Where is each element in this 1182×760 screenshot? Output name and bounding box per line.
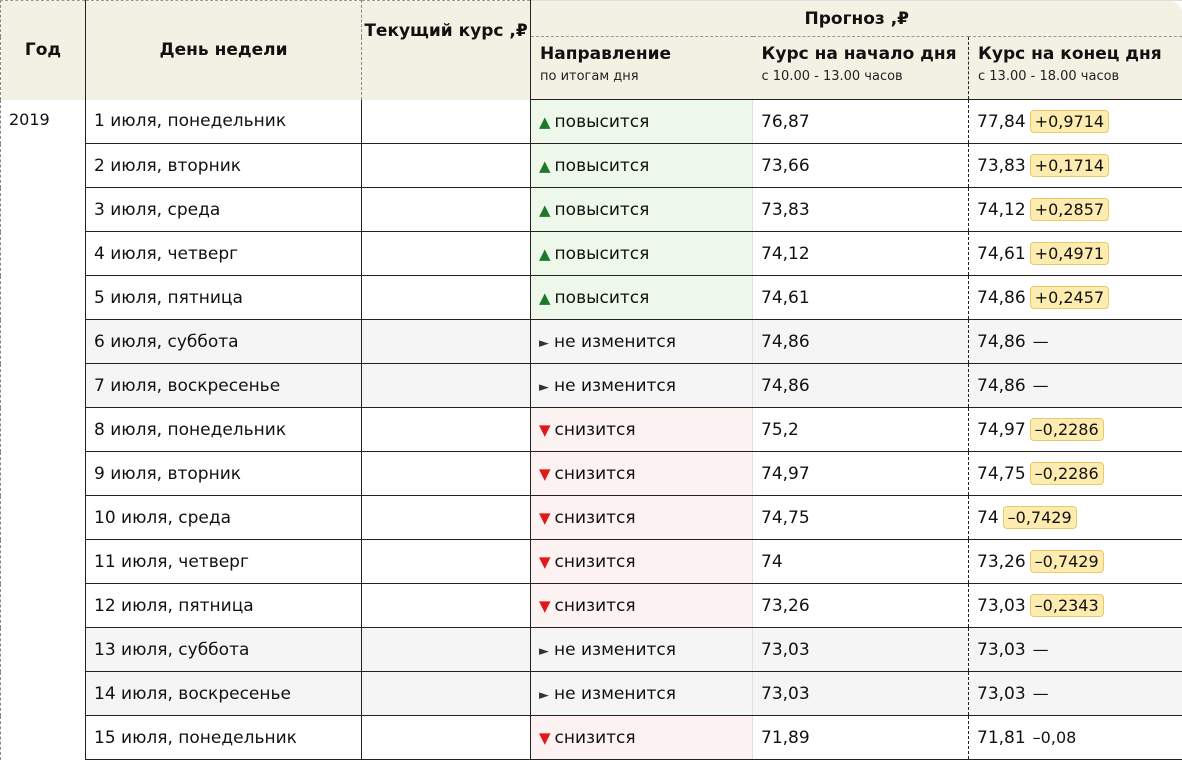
direction-header-sub: по итогам дня: [540, 69, 753, 84]
day-cell: 5 июля, пятница: [86, 276, 362, 320]
start-rate-cell: 74,12: [753, 232, 969, 276]
arrow-right-icon: ►: [539, 644, 549, 659]
end-rate-cell: [969, 540, 1182, 584]
year-cell: 2019: [1, 100, 86, 760]
day-cell: 4 июля, четверг: [86, 232, 362, 276]
current-rate-cell: [362, 540, 531, 584]
arrow-down-icon: ▼: [539, 509, 551, 527]
direction-label: повысится: [555, 156, 650, 176]
current-rate-cell: [362, 584, 531, 628]
end-rate-cell: [969, 408, 1182, 452]
direction-cell: [531, 100, 753, 144]
start-rate-cell: 73,03: [753, 672, 969, 716]
start-rate-cell: 73,83: [753, 188, 969, 232]
start-rate-header-label: Курс на начало дня: [762, 44, 957, 64]
end-rate-cell: [969, 716, 1182, 760]
arrow-up-icon: ▲: [539, 245, 551, 263]
day-cell: 10 июля, среда: [86, 496, 362, 540]
direction-header: [531, 37, 753, 100]
arrow-down-icon: ▼: [539, 597, 551, 615]
start-rate-cell: 73,03: [753, 628, 969, 672]
day-cell: 2 июля, вторник: [86, 144, 362, 188]
current-rate-cell: [362, 100, 531, 144]
direction-label: не изменится: [554, 640, 676, 660]
direction-cell: [531, 144, 753, 188]
start-rate-header-sub: с 10.00 - 13.00 часов: [762, 69, 969, 84]
change-badge: +0,1714: [1030, 154, 1109, 177]
day-cell: 1 июля, понедельник: [86, 100, 362, 144]
year-header: Год: [1, 1, 86, 100]
table-row: [1, 100, 1182, 144]
arrow-down-icon: ▼: [539, 553, 551, 571]
table-row: [1, 188, 1182, 232]
table-row: [1, 628, 1182, 672]
direction-label: снизится: [555, 420, 636, 440]
end-rate-value: 74,86: [977, 376, 1026, 396]
table-row: [1, 672, 1182, 716]
end-rate-header-label: Курс на конец дня: [978, 44, 1162, 64]
direction-cell: [531, 408, 753, 452]
current-rate-cell: [362, 364, 531, 408]
start-rate-cell: 74: [753, 540, 969, 584]
start-rate-header: [753, 37, 969, 100]
end-rate-cell: [969, 584, 1182, 628]
current-rate-cell: [362, 144, 531, 188]
start-rate-cell: 74,97: [753, 452, 969, 496]
start-rate-cell: 74,86: [753, 320, 969, 364]
end-rate-value: 77,84: [977, 112, 1026, 132]
table-row: [1, 452, 1182, 496]
current-rate-cell: [362, 628, 531, 672]
direction-label: снизится: [555, 464, 636, 484]
direction-cell: [531, 628, 753, 672]
end-rate-cell: [969, 100, 1182, 144]
end-rate-value: 73,03: [977, 640, 1026, 660]
direction-header-label: Направление: [540, 44, 671, 64]
direction-label: не изменится: [554, 376, 676, 396]
direction-cell: [531, 364, 753, 408]
current-rate-cell: [362, 232, 531, 276]
direction-cell: [531, 188, 753, 232]
direction-label: повысится: [555, 244, 650, 264]
start-rate-cell: 73,66: [753, 144, 969, 188]
end-rate-cell: [969, 276, 1182, 320]
end-rate-cell: [969, 144, 1182, 188]
day-header: День недели: [86, 1, 362, 100]
end-rate-cell: [969, 188, 1182, 232]
end-rate-cell: [969, 672, 1182, 716]
direction-cell: [531, 320, 753, 364]
direction-label: снизится: [555, 552, 636, 572]
end-rate-value: 74,86: [977, 332, 1026, 352]
change-badge: –0,2286: [1030, 418, 1104, 441]
end-rate-value: 74,75: [977, 464, 1026, 484]
current-rate-cell: [362, 672, 531, 716]
direction-label: не изменится: [554, 332, 676, 352]
day-cell: 7 июля, воскресенье: [86, 364, 362, 408]
change-badge: —: [1030, 374, 1052, 397]
direction-cell: [531, 672, 753, 716]
day-cell: 13 июля, суббота: [86, 628, 362, 672]
end-rate-value: 74: [977, 508, 999, 528]
start-rate-cell: 73,26: [753, 584, 969, 628]
day-cell: 11 июля, четверг: [86, 540, 362, 584]
table-row: [1, 320, 1182, 364]
current-rate-cell: [362, 716, 531, 760]
end-rate-value: 71,81: [977, 728, 1026, 748]
change-badge: –0,7429: [1003, 506, 1077, 529]
direction-cell: [531, 540, 753, 584]
current-rate-cell: [362, 408, 531, 452]
arrow-up-icon: ▲: [539, 201, 551, 219]
change-badge: —: [1030, 682, 1052, 705]
direction-label: снизится: [555, 728, 636, 748]
direction-label: не изменится: [554, 684, 676, 704]
arrow-down-icon: ▼: [539, 421, 551, 439]
arrow-right-icon: ►: [539, 688, 549, 703]
end-rate-value: 74,97: [977, 420, 1026, 440]
end-rate-value: 73,83: [977, 156, 1026, 176]
change-badge: —: [1030, 330, 1052, 353]
end-rate-cell: [969, 232, 1182, 276]
current-rate-cell: [362, 496, 531, 540]
day-cell: 3 июля, среда: [86, 188, 362, 232]
end-rate-cell: [969, 364, 1182, 408]
table-row: [1, 144, 1182, 188]
start-rate-cell: 74,86: [753, 364, 969, 408]
start-rate-cell: 76,87: [753, 100, 969, 144]
day-cell: 6 июля, суббота: [86, 320, 362, 364]
table-row: [1, 584, 1182, 628]
end-rate-value: 74,12: [977, 200, 1026, 220]
day-cell: 14 июля, воскресенье: [86, 672, 362, 716]
current-rate-cell: [362, 188, 531, 232]
end-rate-cell: [969, 496, 1182, 540]
start-rate-cell: 74,61: [753, 276, 969, 320]
arrow-right-icon: ►: [539, 336, 549, 351]
arrow-right-icon: ►: [539, 380, 549, 395]
direction-label: снизится: [555, 596, 636, 616]
header-row: [1, 1, 1182, 37]
end-rate-header: [969, 37, 1182, 100]
table-row: [1, 540, 1182, 584]
arrow-down-icon: ▼: [539, 729, 551, 747]
day-cell: 9 июля, вторник: [86, 452, 362, 496]
change-badge: +0,2857: [1030, 198, 1109, 221]
start-rate-cell: 75,2: [753, 408, 969, 452]
direction-cell: [531, 584, 753, 628]
day-cell: 15 июля, понедельник: [86, 716, 362, 760]
end-rate-cell: [969, 628, 1182, 672]
direction-cell: [531, 276, 753, 320]
arrow-up-icon: ▲: [539, 157, 551, 175]
arrow-up-icon: ▲: [539, 113, 551, 131]
arrow-down-icon: ▼: [539, 465, 551, 483]
change-badge: –0,2343: [1030, 594, 1104, 617]
direction-cell: [531, 496, 753, 540]
end-rate-value: 73,26: [977, 552, 1026, 572]
start-rate-cell: 74,75: [753, 496, 969, 540]
end-rate-value: 74,86: [977, 288, 1026, 308]
change-badge: –0,08: [1030, 726, 1080, 749]
end-rate-header-sub: с 13.00 - 18.00 часов: [978, 69, 1182, 84]
change-badge: –0,7429: [1030, 550, 1104, 573]
current-rate-cell: [362, 276, 531, 320]
table-row: [1, 716, 1182, 760]
current-rate-header: Текущий курс ,₽: [362, 1, 531, 100]
current-rate-cell: [362, 452, 531, 496]
direction-label: повысится: [555, 200, 650, 220]
direction-label: снизится: [555, 508, 636, 528]
change-badge: +0,2457: [1030, 286, 1109, 309]
end-rate-cell: [969, 320, 1182, 364]
end-rate-value: 74,61: [977, 244, 1026, 264]
direction-cell: [531, 452, 753, 496]
table-row: [1, 408, 1182, 452]
day-cell: 12 июля, пятница: [86, 584, 362, 628]
direction-cell: [531, 716, 753, 760]
end-rate-value: 73,03: [977, 684, 1026, 704]
end-rate-value: 73,03: [977, 596, 1026, 616]
change-badge: +0,9714: [1030, 110, 1109, 133]
table-row: [1, 276, 1182, 320]
direction-label: повысится: [555, 112, 650, 132]
direction-cell: [531, 232, 753, 276]
start-rate-cell: 71,89: [753, 716, 969, 760]
change-badge: —: [1030, 638, 1052, 661]
forecast-header: Прогноз ,₽: [531, 1, 1182, 37]
direction-label: повысится: [555, 288, 650, 308]
table-row: [1, 496, 1182, 540]
end-rate-cell: [969, 452, 1182, 496]
table-row: [1, 232, 1182, 276]
table-row: [1, 364, 1182, 408]
change-badge: +0,4971: [1030, 242, 1109, 265]
current-rate-cell: [362, 320, 531, 364]
day-cell: 8 июля, понедельник: [86, 408, 362, 452]
arrow-up-icon: ▲: [539, 289, 551, 307]
change-badge: –0,2286: [1030, 462, 1104, 485]
